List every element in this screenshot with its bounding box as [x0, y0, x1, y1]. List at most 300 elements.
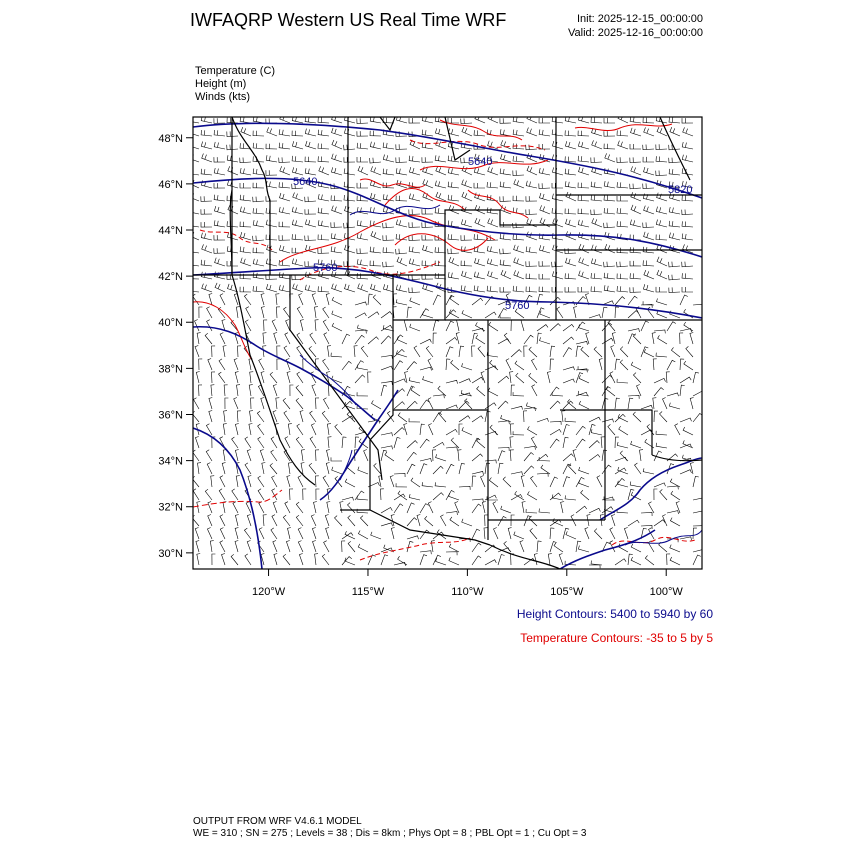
- wind-barb: [620, 360, 628, 370]
- wind-barb: [690, 398, 693, 410]
- wind-barb: [298, 476, 303, 487]
- wind-barb: [266, 259, 277, 266]
- wind-barb: [462, 127, 472, 136]
- wind-barb: [315, 476, 318, 487]
- wind-barb: [222, 463, 225, 475]
- wind-barb: [615, 297, 625, 305]
- wind-barb: [420, 367, 432, 370]
- wind-barb: [578, 195, 589, 201]
- wind-barb: [189, 192, 199, 201]
- wind-barb: [423, 376, 433, 383]
- wind-barb: [579, 480, 589, 487]
- wind-barb: [276, 398, 280, 409]
- wind-barb: [599, 359, 602, 371]
- wind-barb: [513, 156, 524, 162]
- wind-barb: [631, 128, 642, 136]
- wind-barb: [428, 398, 433, 409]
- wind-barb: [552, 262, 563, 267]
- wind-barb: [624, 528, 628, 540]
- wind-barb: [532, 385, 537, 396]
- lat-tick-label: 46°N: [158, 178, 183, 191]
- wind-barb: [335, 516, 343, 526]
- wind-barb: [682, 234, 693, 241]
- wind-barb: [446, 338, 457, 345]
- wind-barb: [253, 208, 264, 214]
- wind-barb: [245, 437, 251, 448]
- wind-barb: [237, 411, 241, 422]
- wind-barb: [420, 459, 432, 462]
- wind-barb: [345, 284, 356, 292]
- wind-barb: [487, 246, 498, 253]
- wind-barb: [331, 233, 342, 240]
- wind-barb: [561, 502, 565, 514]
- wind-barb: [332, 467, 342, 474]
- wind-barb: [189, 154, 199, 162]
- wind-barb: [409, 377, 420, 383]
- wind-barb: [693, 555, 701, 565]
- wind-barb: [474, 272, 485, 279]
- wind-barb: [501, 154, 512, 162]
- wind-barb: [299, 554, 303, 566]
- wind-barb: [585, 528, 589, 540]
- wind-barb: [394, 402, 405, 409]
- wind-barb: [552, 130, 563, 137]
- wind-barb: [357, 259, 368, 266]
- wind-barb: [253, 220, 264, 227]
- wind-barb: [578, 287, 589, 292]
- wind-barb: [357, 220, 368, 227]
- wind-barb: [514, 258, 524, 267]
- wind-barb: [565, 130, 576, 136]
- wind-barb: [576, 506, 587, 513]
- wind-barb: [435, 273, 446, 279]
- wind-barb: [195, 320, 200, 332]
- wind-barb: [222, 554, 226, 566]
- wind-barb: [326, 463, 329, 475]
- wind-barb: [477, 438, 485, 448]
- wind-barb: [253, 183, 264, 188]
- wind-barb: [420, 551, 431, 555]
- wind-barb: [358, 531, 368, 540]
- wind-barb: [396, 483, 407, 487]
- wind-barb: [331, 195, 342, 201]
- wind-barb: [276, 307, 280, 318]
- wind-barb: [279, 222, 290, 227]
- wind-barb: [628, 329, 640, 332]
- wind-barb: [266, 196, 277, 201]
- wind-barb: [682, 262, 693, 267]
- wind-barb: [648, 541, 654, 552]
- wind-barb: [604, 131, 615, 136]
- wind-barb: [435, 247, 446, 253]
- wind-barb: [409, 288, 420, 293]
- height-label: 5760: [505, 300, 530, 312]
- wind-barb: [245, 554, 251, 565]
- wind-barb: [591, 273, 602, 279]
- wind-barb: [498, 401, 508, 409]
- wind-barb: [506, 359, 511, 370]
- wind-barb: [604, 262, 615, 267]
- wind-barb: [515, 491, 524, 500]
- wind-barb: [498, 421, 509, 425]
- wind-barb: [591, 258, 602, 266]
- wind-barb: [656, 235, 667, 241]
- wind-barb: [299, 294, 303, 306]
- wind-barb: [592, 218, 602, 227]
- wind-barb: [436, 140, 446, 149]
- wind-barb: [298, 528, 303, 539]
- wind-barb: [258, 489, 264, 500]
- wind-barb: [446, 464, 454, 474]
- wind-barb: [683, 427, 693, 435]
- wind-barb: [644, 206, 654, 214]
- wind-barb: [296, 398, 303, 409]
- wind-barb: [529, 373, 537, 383]
- wind-barb: [420, 400, 429, 409]
- wind-barb: [675, 424, 680, 435]
- wind-barb: [407, 518, 417, 526]
- wind-barb: [488, 271, 499, 279]
- wind-barb: [513, 431, 524, 435]
- wind-barb: [630, 184, 641, 189]
- wind-barb: [409, 222, 420, 227]
- wind-barb: [272, 320, 277, 331]
- wind-barb: [357, 183, 368, 188]
- wind-barb: [526, 287, 537, 293]
- wind-barb: [397, 257, 407, 266]
- wind-barb: [394, 504, 403, 513]
- wind-barb: [371, 166, 381, 175]
- wind-barb: [357, 248, 368, 253]
- wind-barb: [628, 520, 639, 526]
- wind-barb: [633, 373, 641, 383]
- temperature-contour-legend: Temperature Contours: -35 to 5 by 5: [520, 631, 713, 645]
- wind-barb: [451, 438, 459, 448]
- wind-barb: [658, 335, 667, 344]
- wind-barb: [487, 207, 498, 214]
- wind-barb: [539, 509, 550, 514]
- wind-barb: [500, 260, 511, 266]
- wind-barb: [370, 142, 381, 149]
- wind-barb: [244, 294, 251, 305]
- wind-barb: [472, 499, 483, 503]
- wind-barb: [237, 385, 241, 396]
- wind-barb: [202, 284, 212, 292]
- wind-barb: [381, 555, 388, 565]
- wind-barb: [501, 270, 511, 279]
- wind-barb: [515, 361, 524, 370]
- wind-barb: [318, 130, 329, 136]
- lat-tick-label: 42°N: [158, 271, 183, 284]
- wind-barb: [617, 274, 628, 280]
- wind-barb: [565, 181, 576, 188]
- wind-barb: [214, 168, 225, 175]
- wind-barb: [253, 236, 264, 241]
- wind-barb: [420, 504, 429, 513]
- wind-barb: [342, 497, 354, 500]
- wind-barb: [318, 143, 329, 149]
- wind-barb: [578, 141, 589, 149]
- wind-barb: [438, 386, 446, 396]
- wind-barb: [620, 451, 628, 461]
- wind-barb: [332, 154, 342, 162]
- wind-barb: [214, 118, 225, 123]
- wind-barb: [487, 352, 498, 357]
- wind-barb: [493, 502, 498, 513]
- wind-barb: [396, 249, 407, 254]
- lat-tick-label: 48°N: [158, 132, 183, 145]
- wind-barb: [205, 489, 212, 500]
- lon-tick-label: 115°W: [351, 586, 385, 598]
- wind-barb: [631, 166, 641, 175]
- wind-barb: [446, 380, 458, 383]
- wind-barb: [682, 287, 693, 292]
- wind-barb: [631, 362, 641, 370]
- wind-barb: [390, 476, 394, 488]
- wind-barb: [669, 262, 680, 267]
- wind-barb: [552, 287, 563, 292]
- wind-barb: [498, 463, 503, 474]
- wind-barb: [619, 426, 628, 435]
- wind-barb: [345, 479, 355, 487]
- wind-barb: [476, 335, 485, 344]
- wind-barb: [566, 219, 577, 227]
- wind-barb: [355, 491, 364, 500]
- wind-barb: [422, 209, 433, 214]
- wind-barb: [344, 168, 355, 175]
- wind-barb: [301, 450, 304, 461]
- wind-barb: [410, 324, 420, 331]
- wind-barb: [323, 359, 329, 370]
- wind-barb: [565, 156, 576, 162]
- wind-barb: [524, 466, 534, 474]
- wind-barb: [591, 182, 602, 188]
- wind-barb: [426, 346, 433, 357]
- wind-barb: [381, 381, 392, 385]
- wind-barb: [220, 333, 225, 344]
- wind-barb: [656, 171, 667, 176]
- wind-barb: [292, 156, 303, 162]
- wind-barb: [520, 541, 524, 553]
- wind-barb: [342, 557, 352, 565]
- wind-barb: [357, 207, 368, 214]
- wind-barb: [262, 463, 266, 475]
- height-label: 5760: [313, 262, 338, 274]
- wind-barb: [563, 425, 570, 436]
- wind-barb: [240, 207, 251, 214]
- wind-barb: [196, 372, 199, 384]
- wind-barb: [513, 130, 524, 137]
- wind-barb: [355, 375, 365, 383]
- wind-barb: [488, 114, 498, 123]
- wind-barb: [462, 180, 472, 188]
- wind-barb: [641, 321, 649, 331]
- wind-barb: [273, 541, 277, 553]
- wind-barb: [553, 219, 563, 228]
- wind-barb: [604, 195, 615, 201]
- wind-barb: [240, 183, 251, 188]
- wind-barb: [449, 257, 459, 266]
- wind-barb: [327, 502, 330, 514]
- wind-barb: [435, 155, 446, 162]
- wind-barb: [581, 490, 589, 500]
- wind-barb: [420, 339, 431, 344]
- wind-barb: [610, 528, 615, 539]
- lat-tick-label: 32°N: [158, 501, 183, 514]
- wind-barb: [357, 143, 368, 149]
- lon-tick-label: 100°W: [649, 586, 683, 598]
- wind-barb: [189, 141, 200, 149]
- wind-barb: [511, 554, 514, 565]
- wind-barb: [653, 359, 657, 370]
- wind-barb: [235, 450, 238, 462]
- wind-barb: [273, 502, 277, 514]
- wind-barb: [342, 361, 352, 370]
- wind-barb: [383, 235, 394, 240]
- wind-barb: [293, 193, 303, 202]
- wind-barb: [292, 207, 303, 214]
- wind-barb: [429, 424, 434, 436]
- wind-barb: [500, 196, 511, 201]
- wind-barb: [550, 439, 559, 448]
- wind-barb: [654, 378, 666, 383]
- wind-barb: [410, 140, 420, 149]
- field-label-temperature: Temperature (C): [195, 65, 276, 77]
- wind-barb: [604, 144, 615, 149]
- wind-barb: [253, 197, 264, 202]
- wind-barb: [372, 400, 382, 409]
- wind-barb: [534, 554, 537, 566]
- wind-barb: [472, 471, 484, 475]
- wind-barb: [462, 192, 472, 201]
- wind-barb: [574, 307, 577, 319]
- lat-tick-label: 44°N: [158, 225, 183, 237]
- wind-barb: [267, 127, 277, 136]
- wind-barb: [383, 155, 394, 163]
- wind-barb: [667, 554, 671, 565]
- wind-barb: [323, 320, 329, 331]
- wind-barb: [332, 206, 342, 214]
- wind-barb: [608, 424, 615, 435]
- wind-barb: [310, 411, 316, 422]
- wind-barb: [253, 131, 264, 136]
- wind-barb: [539, 261, 550, 266]
- wind-barb: [209, 411, 212, 423]
- wind-barb: [511, 406, 523, 409]
- wind-barb: [420, 439, 429, 448]
- wind-barb: [305, 157, 316, 162]
- wind-barb: [597, 476, 602, 487]
- wind-barb: [202, 154, 212, 163]
- wind-barb: [414, 346, 420, 357]
- wind-barb: [381, 355, 392, 358]
- wind-barb: [208, 515, 212, 527]
- wind-barb: [478, 346, 485, 357]
- wind-barb: [423, 179, 433, 188]
- wind-barb: [659, 542, 667, 552]
- wind-barb: [212, 346, 216, 357]
- wind-barb: [331, 167, 342, 175]
- wind-barb: [578, 209, 589, 214]
- wind-barb: [550, 346, 555, 357]
- wind-barb: [397, 350, 408, 357]
- wind-barb: [513, 286, 524, 292]
- height-label: 5820: [668, 184, 693, 196]
- wind-barb: [202, 244, 212, 253]
- wind-barb: [563, 367, 575, 370]
- wind-barb: [591, 195, 602, 201]
- wind-barb: [500, 182, 511, 188]
- wind-barb: [654, 330, 665, 334]
- wind-barb: [524, 335, 533, 344]
- wind-barb: [318, 156, 329, 162]
- wind-barb: [589, 508, 600, 513]
- wind-barb: [539, 129, 550, 136]
- wind-barb: [641, 513, 652, 517]
- wind-barb: [370, 158, 381, 163]
- wind-barb: [357, 157, 368, 162]
- wind-barb: [554, 543, 563, 552]
- wind-barb: [211, 476, 215, 487]
- wind-barb: [396, 196, 407, 201]
- wind-barb: [433, 555, 441, 565]
- wind-barb: [660, 412, 668, 423]
- wind-barb: [448, 128, 459, 136]
- wind-barb: [604, 181, 615, 188]
- wind-barb: [633, 412, 641, 422]
- wind-barb: [370, 247, 381, 253]
- wind-barb: [433, 413, 442, 422]
- wind-barb: [656, 353, 667, 357]
- wind-barb: [198, 463, 202, 474]
- wind-barb: [620, 347, 628, 357]
- wind-barb: [472, 454, 483, 461]
- wind-barb: [214, 248, 225, 253]
- wind-barb: [260, 450, 264, 462]
- wind-barb: [630, 273, 641, 279]
- wind-barb: [459, 486, 470, 490]
- wind-barb: [682, 118, 693, 123]
- wind-barb: [284, 346, 290, 357]
- wind-barb: [602, 307, 607, 318]
- wind-barb: [576, 369, 587, 373]
- wind-barb: [398, 413, 407, 422]
- wind-barb: [472, 298, 483, 305]
- wind-barb: [552, 183, 563, 188]
- wind-barb: [669, 117, 680, 123]
- wind-barb: [272, 476, 277, 487]
- wind-barb: [201, 260, 212, 266]
- wind-barb: [472, 377, 483, 383]
- wind-barb: [324, 333, 329, 344]
- wind-barb: [266, 235, 277, 240]
- wind-barb: [485, 545, 496, 552]
- wind-barb: [462, 519, 472, 526]
- wind-barb: [316, 398, 320, 409]
- wind-barb: [380, 489, 384, 500]
- wind-barb: [693, 372, 699, 383]
- wind-barb: [303, 489, 307, 500]
- wind-barb: [641, 347, 648, 357]
- wind-barb: [628, 554, 633, 565]
- wind-barb: [277, 359, 281, 370]
- wind-barb: [576, 426, 586, 435]
- wind-barb: [332, 128, 343, 136]
- wind-barb: [240, 274, 251, 280]
- wind-barb: [209, 398, 212, 410]
- wind-barb: [305, 219, 316, 227]
- wind-barb: [270, 372, 277, 383]
